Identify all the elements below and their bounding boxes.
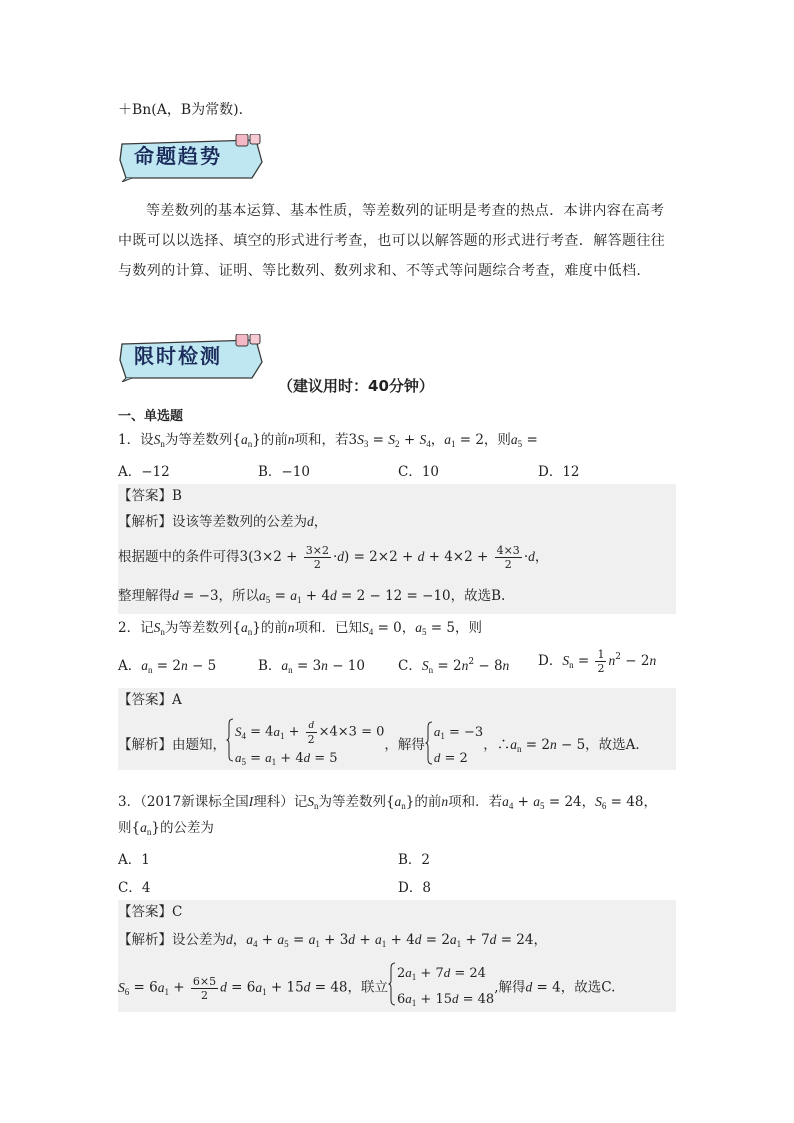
section-banner-test xyxy=(118,334,266,378)
q2-option-a: A．$a_n = 2n - 5$ xyxy=(118,658,217,675)
q2-option-d: D．$S_n$ = $\frac{1}{2}$ $n^2 - 2n$ xyxy=(538,648,657,675)
q1-option-b: B．−10 xyxy=(258,464,310,480)
brace-icon xyxy=(226,718,234,762)
trend-paragraph: 等差数列的基本运算、基本性质，等差数列的证明是考查的热点．本讲内容在高考中既可以以选择、填空的形式进行考查，也可以以解答题的形式进行考查．解答题往往与数列的计算、证明、等比数列、数列求和、不等式等问题综合考查，难度中低档. xyxy=(118,203,666,279)
section-banner-trend xyxy=(118,134,266,178)
part-heading: 一、单选题 xyxy=(118,409,184,424)
section-title-trend: 命题趋势 xyxy=(134,144,222,168)
time-hint: （建议用时：40分钟） xyxy=(278,377,434,395)
q1-analysis-line1: 【解析】设该等差数列的公差为d， xyxy=(118,514,328,530)
q3-system: $2a_1 + 7d = 24$ $6a_1 + 15d = 48$ xyxy=(388,962,494,1014)
q3-answer: 【答案】C xyxy=(118,904,183,920)
brace-icon xyxy=(425,721,433,765)
q1-option-d: D．12 xyxy=(538,464,580,480)
q2-option-c: C．$S_n = 2n^2 - 8n$ xyxy=(398,657,510,675)
q2-system-2: $a_1 = -3$ d = 2 xyxy=(425,721,483,770)
q3-stem-line2: 则$\{a_n\}$的公差为 xyxy=(118,820,214,837)
q2-answer: 【答案】A xyxy=(118,692,182,708)
q1-option-c: C．10 xyxy=(398,464,440,480)
q3-analysis-line2: $S_6 = 6a_1$ + $\frac{6\times 5}{2}$ $d = 6a_1 + 15d = 48$，联立 $2a_1 + 7d = 24$ $6a_1 + 15d = 48$ ,解得d = 4，故选C. xyxy=(118,962,615,1014)
q2-system-1: $S_4 = 4a_1$ + $\frac{d}{2}$ ×4×3 = 0 $a_5 = a_1 + 4d = 5$ xyxy=(226,718,384,773)
q2-analysis: 【解析】由题知， $S_4 = 4a_1$ + $\frac{d}{2}$ ×4×3 = 0 $a_5 = a_1 + 4d = 5$ ，解得 $a_1 = -3$ d = 2 ，$\therefore a_n = 2n - 5$，故选A． xyxy=(118,718,649,773)
q3-option-c: C．4 xyxy=(118,880,151,896)
q1-option-a: A．−12 xyxy=(118,464,170,480)
section-title-test: 限时检测 xyxy=(134,344,222,368)
q1-stem: 1．设$S_n$为等差数列$\{a_n\}$的前n项和，若$3S_3 = S_2 + S_4$，$a_1 = 2$，则$a_5$ = xyxy=(118,432,538,449)
q3-option-b: B．2 xyxy=(398,852,431,868)
q3-stem-line1: 3．（2017新课标全国I理科）记$S_n$为等差数列$\{a_n\}$的前n项和．若$a_4 + a_5 = 24$，$S_6 = 48$， xyxy=(118,794,657,811)
q1-analysis-line2: 根据题中的条件可得3(3×2 + $\frac{3\times 2}{2}$ ·d) = 2×2 + d + 4×2 + $\frac{4\times 3}{2}$ ·d， xyxy=(118,544,549,571)
q2-option-b: B．$a_n = 3n - 10$ xyxy=(258,658,365,675)
q2-stem: 2．记$S_n$为等差数列$\{a_n\}$的前n项和．已知$S_4 = 0$，$a_5 = 5$，则 xyxy=(118,620,482,637)
q3-option-a: A．1 xyxy=(118,852,150,868)
q1-answer: 【答案】B xyxy=(118,488,182,504)
brace-icon xyxy=(388,962,396,1006)
intro-tail: ＋Bn(A，B为常数). xyxy=(118,102,244,118)
q3-analysis-line1: 【解析】设公差为d，$a_4 + a_5 = a_1 + 3d + a_1 + 4d = 2a_1 + 7d = 24$， xyxy=(118,932,547,949)
q3-option-d: D．8 xyxy=(398,880,431,896)
q1-analysis-line3: 整理解得d = −3，所以$a_5 = a_1 + 4d = 2 - 12 = -10$，故选B. xyxy=(118,588,506,605)
